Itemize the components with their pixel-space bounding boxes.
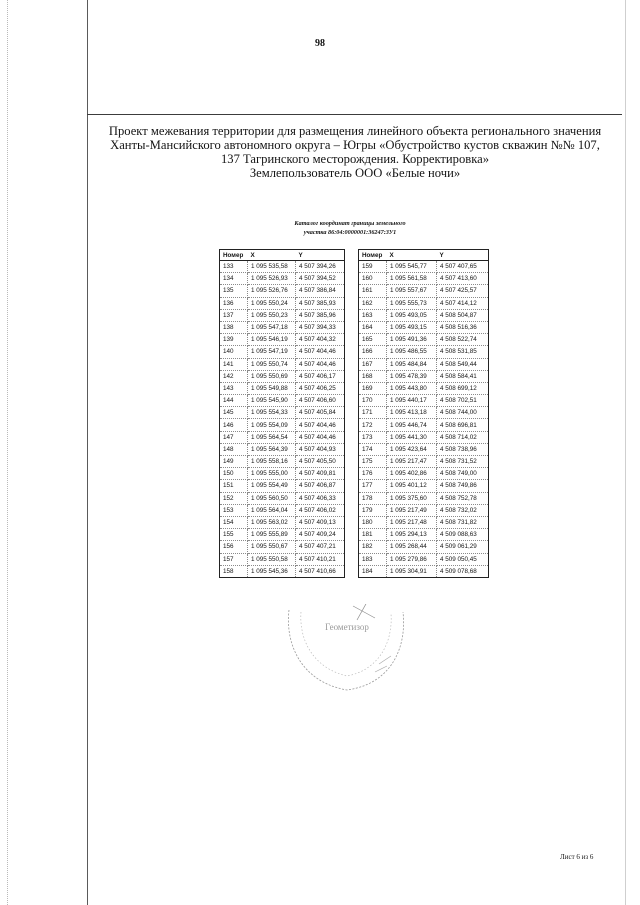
point-number-cell: 174 — [359, 443, 387, 455]
y-coordinate-cell: 4 509 050,45 — [437, 553, 489, 565]
point-number-cell: 136 — [220, 297, 248, 309]
point-number-cell: 167 — [359, 358, 387, 370]
table-row — [220, 541, 345, 553]
x-coordinate-cell: 1 095 279,86 — [387, 553, 437, 565]
table-row — [220, 492, 345, 504]
point-number-cell: 164 — [359, 321, 387, 333]
catalog-title-line: участка 86:04:0000001:36247:ЗУ1 — [303, 229, 397, 236]
table-row — [359, 516, 489, 528]
table-row — [220, 358, 345, 370]
table-row — [359, 468, 489, 480]
table-header-row — [359, 250, 489, 261]
point-number-cell: 150 — [220, 468, 248, 480]
x-coordinate-cell: 1 095 547,19 — [248, 346, 296, 358]
table-row — [359, 395, 489, 407]
x-coordinate-cell: 1 095 557,67 — [387, 285, 437, 297]
y-coordinate-cell: 4 508 549,44 — [437, 358, 489, 370]
point-number-cell: 163 — [359, 309, 387, 321]
x-coordinate-cell: 1 095 493,05 — [387, 309, 437, 321]
coordinates-table-left-body — [220, 261, 345, 578]
y-coordinate-cell: 4 508 702,51 — [437, 395, 489, 407]
x-coordinate-cell: 1 095 550,67 — [248, 541, 296, 553]
x-coordinate-cell: 1 095 560,50 — [248, 492, 296, 504]
y-coordinate-cell: 4 508 752,78 — [437, 492, 489, 504]
x-coordinate-cell: 1 095 304,91 — [387, 565, 437, 577]
point-number-cell: 166 — [359, 346, 387, 358]
catalog-title — [200, 219, 500, 237]
table-row — [359, 370, 489, 382]
x-coordinate-cell: 1 095 564,54 — [248, 431, 296, 443]
point-number-cell: 159 — [359, 261, 387, 273]
x-coordinate-cell: 1 095 217,47 — [387, 456, 437, 468]
table-row — [220, 480, 345, 492]
y-coordinate-cell: 4 507 406,60 — [296, 395, 345, 407]
point-number-cell: 148 — [220, 443, 248, 455]
y-coordinate-cell: 4 508 738,96 — [437, 443, 489, 455]
point-number-cell: 180 — [359, 516, 387, 528]
x-coordinate-cell: 1 095 554,09 — [248, 419, 296, 431]
table-row — [359, 407, 489, 419]
point-number-cell: 176 — [359, 468, 387, 480]
x-coordinate-cell: 1 095 550,74 — [248, 358, 296, 370]
y-coordinate-cell: 4 507 406,02 — [296, 504, 345, 516]
table-row — [220, 565, 345, 577]
y-coordinate-cell: 4 507 409,13 — [296, 516, 345, 528]
y-coordinate-cell: 4 508 516,36 — [437, 321, 489, 333]
table-row — [359, 443, 489, 455]
point-number-cell: 144 — [220, 395, 248, 407]
scan-edge-left — [7, 0, 8, 905]
point-number-cell: 155 — [220, 529, 248, 541]
point-number-cell: 133 — [220, 261, 248, 273]
table-row — [359, 309, 489, 321]
table-row — [359, 553, 489, 565]
table-row — [220, 419, 345, 431]
point-number-cell: 160 — [359, 273, 387, 285]
x-coordinate-cell: 1 095 268,44 — [387, 541, 437, 553]
y-coordinate-cell: 4 508 744,00 — [437, 407, 489, 419]
table-row — [220, 285, 345, 297]
point-number-cell: 173 — [359, 431, 387, 443]
y-coordinate-cell: 4 507 409,24 — [296, 529, 345, 541]
point-number-cell: 137 — [220, 309, 248, 321]
point-number-cell: 139 — [220, 334, 248, 346]
table-row — [220, 346, 345, 358]
point-number-cell: 152 — [220, 492, 248, 504]
point-number-cell: 170 — [359, 395, 387, 407]
title-line: Землепользователь ООО «Белые ночи» — [249, 166, 461, 180]
x-coordinate-cell: 1 095 526,76 — [248, 285, 296, 297]
x-coordinate-cell: 1 095 486,55 — [387, 346, 437, 358]
x-coordinate-cell: 1 095 554,33 — [248, 407, 296, 419]
table-row — [359, 334, 489, 346]
x-coordinate-cell: 1 095 547,18 — [248, 321, 296, 333]
y-coordinate-cell: 4 507 385,93 — [296, 297, 345, 309]
table-row — [359, 261, 489, 273]
y-coordinate-cell: 4 508 731,82 — [437, 516, 489, 528]
point-number-cell: 172 — [359, 419, 387, 431]
y-coordinate-cell: 4 508 584,41 — [437, 370, 489, 382]
title-line: Проект межевания территории для размещения линейного объекта регионального значения — [108, 124, 602, 138]
x-coordinate-cell: 1 095 558,16 — [248, 456, 296, 468]
x-coordinate-cell: 1 095 550,69 — [248, 370, 296, 382]
point-number-cell: 154 — [220, 516, 248, 528]
table-row — [220, 395, 345, 407]
x-coordinate-cell: 1 095 546,19 — [248, 334, 296, 346]
column-header-number: Номер — [220, 250, 248, 261]
x-coordinate-cell: 1 095 443,80 — [387, 382, 437, 394]
y-coordinate-cell: 4 507 410,21 — [296, 553, 345, 565]
y-coordinate-cell: 4 507 406,33 — [296, 492, 345, 504]
table-row — [220, 456, 345, 468]
page-number: 98 — [315, 38, 325, 49]
x-coordinate-cell: 1 095 555,73 — [387, 297, 437, 309]
table-row — [359, 285, 489, 297]
x-coordinate-cell: 1 095 550,24 — [248, 297, 296, 309]
x-coordinate-cell: 1 095 484,84 — [387, 358, 437, 370]
y-coordinate-cell: 4 508 699,12 — [437, 382, 489, 394]
point-number-cell: 184 — [359, 565, 387, 577]
y-coordinate-cell: 4 507 406,17 — [296, 370, 345, 382]
point-number-cell: 135 — [220, 285, 248, 297]
x-coordinate-cell: 1 095 401,12 — [387, 480, 437, 492]
project-title — [95, 124, 615, 180]
table-row — [220, 382, 345, 394]
table-row — [220, 370, 345, 382]
x-coordinate-cell: 1 095 440,17 — [387, 395, 437, 407]
x-coordinate-cell: 1 095 550,23 — [248, 309, 296, 321]
y-coordinate-cell: 4 509 061,29 — [437, 541, 489, 553]
title-line: 137 Тагринского месторождения. Корректировка» — [220, 152, 490, 166]
point-number-cell: 165 — [359, 334, 387, 346]
column-header-number: Номер — [359, 250, 387, 261]
point-number-cell: 179 — [359, 504, 387, 516]
table-row — [220, 334, 345, 346]
x-coordinate-cell: 1 095 549,88 — [248, 382, 296, 394]
y-coordinate-cell: 4 508 522,74 — [437, 334, 489, 346]
y-coordinate-cell: 4 508 732,02 — [437, 504, 489, 516]
x-coordinate-cell: 1 095 555,00 — [248, 468, 296, 480]
x-coordinate-cell: 1 095 491,36 — [387, 334, 437, 346]
point-number-cell: 175 — [359, 456, 387, 468]
x-coordinate-cell: 1 095 550,58 — [248, 553, 296, 565]
y-coordinate-cell: 4 508 696,81 — [437, 419, 489, 431]
x-coordinate-cell: 1 095 561,58 — [387, 273, 437, 285]
coordinates-table-right-body — [359, 261, 489, 578]
point-number-cell: 169 — [359, 382, 387, 394]
y-coordinate-cell: 4 507 394,33 — [296, 321, 345, 333]
table-row — [220, 504, 345, 516]
x-coordinate-cell: 1 095 423,64 — [387, 443, 437, 455]
point-number-cell: 151 — [220, 480, 248, 492]
scan-edge-right — [625, 0, 626, 905]
x-coordinate-cell: 1 095 563,02 — [248, 516, 296, 528]
x-coordinate-cell: 1 095 555,89 — [248, 529, 296, 541]
table-row — [359, 456, 489, 468]
y-coordinate-cell: 4 507 404,93 — [296, 443, 345, 455]
y-coordinate-cell: 4 508 749,00 — [437, 468, 489, 480]
table-row — [220, 443, 345, 455]
y-coordinate-cell: 4 507 406,87 — [296, 480, 345, 492]
point-number-cell: 183 — [359, 553, 387, 565]
y-coordinate-cell: 4 509 088,63 — [437, 529, 489, 541]
table-header-row — [220, 250, 345, 261]
point-number-cell: 142 — [220, 370, 248, 382]
y-coordinate-cell: 4 508 731,52 — [437, 456, 489, 468]
point-number-cell: 161 — [359, 285, 387, 297]
x-coordinate-cell: 1 095 545,77 — [387, 261, 437, 273]
table-row — [220, 407, 345, 419]
table-row — [359, 480, 489, 492]
table-row — [220, 297, 345, 309]
table-row — [220, 431, 345, 443]
y-coordinate-cell: 4 507 405,50 — [296, 456, 345, 468]
x-coordinate-cell: 1 095 478,39 — [387, 370, 437, 382]
column-header-y: Y — [437, 250, 489, 261]
x-coordinate-cell: 1 095 493,15 — [387, 321, 437, 333]
catalog-title-line: Каталог координат границы земельного — [294, 220, 406, 227]
y-coordinate-cell: 4 507 407,21 — [296, 541, 345, 553]
point-number-cell: 181 — [359, 529, 387, 541]
point-number-cell: 158 — [220, 565, 248, 577]
point-number-cell: 140 — [220, 346, 248, 358]
coordinates-table-right — [358, 249, 489, 578]
table-row — [359, 431, 489, 443]
table-row — [220, 309, 345, 321]
table-row — [359, 382, 489, 394]
table-row — [359, 297, 489, 309]
y-coordinate-cell: 4 507 385,96 — [296, 309, 345, 321]
table-row — [359, 504, 489, 516]
table-row — [359, 358, 489, 370]
table-row — [220, 273, 345, 285]
point-number-cell: 145 — [220, 407, 248, 419]
point-number-cell: 149 — [220, 456, 248, 468]
table-row — [359, 346, 489, 358]
y-coordinate-cell: 4 507 414,12 — [437, 297, 489, 309]
table-row — [359, 529, 489, 541]
point-number-cell: 153 — [220, 504, 248, 516]
coordinates-table-left — [219, 249, 345, 578]
point-number-cell: 141 — [220, 358, 248, 370]
table-row — [359, 565, 489, 577]
table-row — [220, 516, 345, 528]
point-number-cell: 177 — [359, 480, 387, 492]
x-coordinate-cell: 1 095 402,86 — [387, 468, 437, 480]
column-header-x: X — [248, 250, 296, 261]
point-number-cell: 178 — [359, 492, 387, 504]
table-row — [220, 261, 345, 273]
y-coordinate-cell: 4 507 404,46 — [296, 346, 345, 358]
x-coordinate-cell: 1 095 375,60 — [387, 492, 437, 504]
y-coordinate-cell: 4 507 394,52 — [296, 273, 345, 285]
x-coordinate-cell: 1 095 545,90 — [248, 395, 296, 407]
y-coordinate-cell: 4 507 407,65 — [437, 261, 489, 273]
table-row — [359, 419, 489, 431]
y-coordinate-cell: 4 507 413,60 — [437, 273, 489, 285]
point-number-cell: 146 — [220, 419, 248, 431]
title-line: Ханты-Мансийского автономного округа – Югры «Обустройство кустов скважин №№ 107, — [110, 138, 600, 152]
y-coordinate-cell: 4 508 749,86 — [437, 480, 489, 492]
y-coordinate-cell: 4 507 386,84 — [296, 285, 345, 297]
table-row — [220, 321, 345, 333]
x-coordinate-cell: 1 095 294,13 — [387, 529, 437, 541]
x-coordinate-cell: 1 095 545,36 — [248, 565, 296, 577]
sheet-label: Лист 6 из 6 — [560, 853, 594, 861]
header-divider — [87, 114, 622, 115]
y-coordinate-cell: 4 508 531,85 — [437, 346, 489, 358]
table-row — [220, 468, 345, 480]
point-number-cell: 138 — [220, 321, 248, 333]
column-header-x: X — [387, 250, 437, 261]
y-coordinate-cell: 4 507 404,46 — [296, 431, 345, 443]
table-row — [220, 553, 345, 565]
column-header-y: Y — [296, 250, 345, 261]
x-coordinate-cell: 1 095 535,58 — [248, 261, 296, 273]
x-coordinate-cell: 1 095 446,74 — [387, 419, 437, 431]
point-number-cell: 157 — [220, 553, 248, 565]
y-coordinate-cell: 4 507 394,26 — [296, 261, 345, 273]
x-coordinate-cell: 1 095 217,48 — [387, 516, 437, 528]
point-number-cell: 168 — [359, 370, 387, 382]
y-coordinate-cell: 4 507 409,81 — [296, 468, 345, 480]
y-coordinate-cell: 4 508 504,87 — [437, 309, 489, 321]
x-coordinate-cell: 1 095 554,49 — [248, 480, 296, 492]
y-coordinate-cell: 4 507 410,66 — [296, 565, 345, 577]
point-number-cell: 182 — [359, 541, 387, 553]
point-number-cell: 156 — [220, 541, 248, 553]
table-row — [359, 492, 489, 504]
y-coordinate-cell: 4 509 078,68 — [437, 565, 489, 577]
x-coordinate-cell: 1 095 564,04 — [248, 504, 296, 516]
point-number-cell: 134 — [220, 273, 248, 285]
stamp-text: Геометизор — [325, 622, 369, 632]
point-number-cell: 171 — [359, 407, 387, 419]
point-number-cell: 143 — [220, 382, 248, 394]
y-coordinate-cell: 4 507 404,46 — [296, 419, 345, 431]
x-coordinate-cell: 1 095 564,39 — [248, 443, 296, 455]
y-coordinate-cell: 4 507 405,84 — [296, 407, 345, 419]
table-row — [359, 541, 489, 553]
y-coordinate-cell: 4 507 425,57 — [437, 285, 489, 297]
y-coordinate-cell: 4 507 406,25 — [296, 382, 345, 394]
y-coordinate-cell: 4 507 404,32 — [296, 334, 345, 346]
point-number-cell: 162 — [359, 297, 387, 309]
x-coordinate-cell: 1 095 526,93 — [248, 273, 296, 285]
y-coordinate-cell: 4 508 714,02 — [437, 431, 489, 443]
point-number-cell: 147 — [220, 431, 248, 443]
x-coordinate-cell: 1 095 217,49 — [387, 504, 437, 516]
y-coordinate-cell: 4 507 404,46 — [296, 358, 345, 370]
x-coordinate-cell: 1 095 441,30 — [387, 431, 437, 443]
table-row — [359, 273, 489, 285]
table-row — [220, 529, 345, 541]
x-coordinate-cell: 1 095 413,18 — [387, 407, 437, 419]
table-row — [359, 321, 489, 333]
